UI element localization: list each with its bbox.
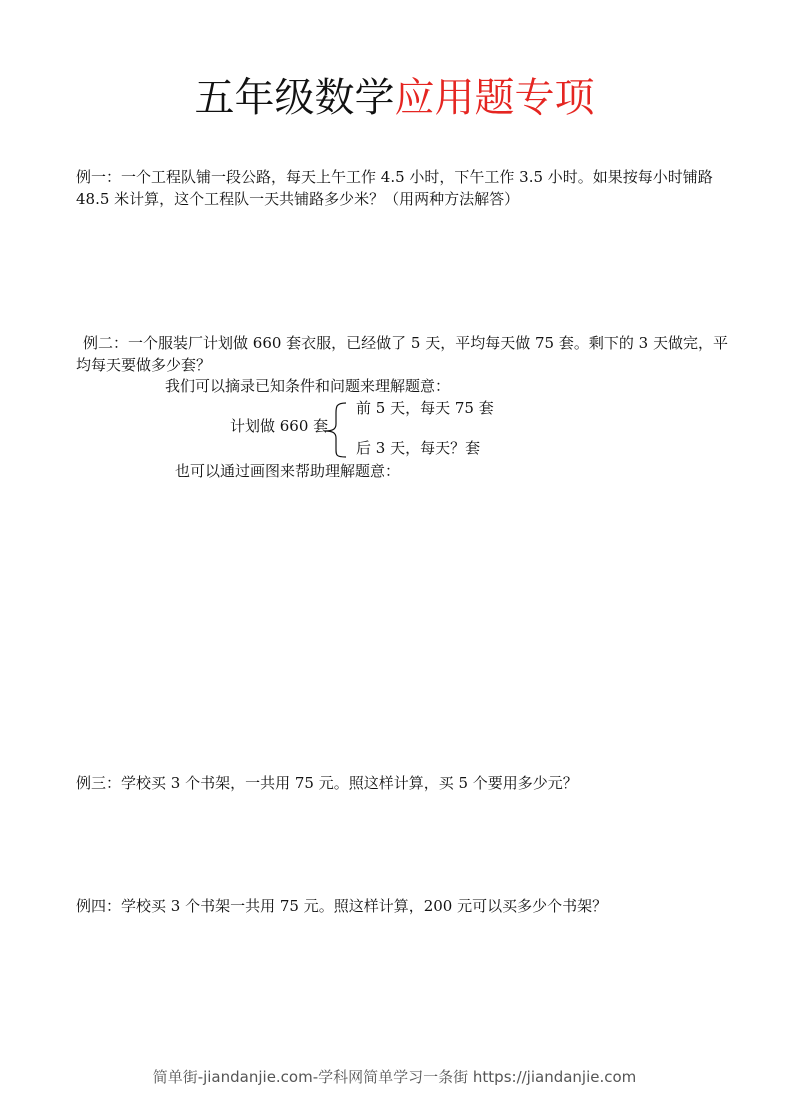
after-condition: 后 3 天，每天？套 — [356, 439, 481, 457]
excerpt-intro-text: 我们可以摘录已知条件和问题来理解题意： — [165, 377, 451, 395]
title-part-red: 应用题专项 — [394, 75, 595, 121]
title-part-black: 五年级数学 — [194, 75, 395, 121]
example-3-text: 例三：学校买 3 个书架，一共用 75 元。照这样计算，买 5 个要用多少元？ — [76, 774, 578, 792]
plan-label: 计划做 660 套 — [230, 417, 329, 435]
curly-brace-icon — [322, 401, 348, 459]
before-condition: 前 5 天，每天 75 套 — [356, 399, 494, 417]
example-1-text: 例一：一个工程队铺一段公路，每天上午工作 4.5 小时，下午工作 3.5 小时。如果按每小时铺路 48.5 米计算，这个工程队一天共铺路多少米？（用两种方法解答） — [76, 168, 713, 208]
example-4-text: 例四：学校买 3 个书架一共用 75 元。照这样计算，200 元可以买多少个书架？ — [76, 897, 608, 915]
footer-watermark: 简单街-jiandanjie.com-学科网简单学习一条街 https://jiandanjie.com — [152, 1068, 637, 1086]
page-title — [0, 70, 789, 126]
drawing-intro-text: 也可以通过画图来帮助理解题意： — [175, 462, 401, 480]
example-2-text: 例二：一个服装厂计划做 660 套衣服，已经做了 5 天，平均每天做 75 套。剩下的 3 天做完，平均每天要做多少套？ — [76, 334, 728, 374]
